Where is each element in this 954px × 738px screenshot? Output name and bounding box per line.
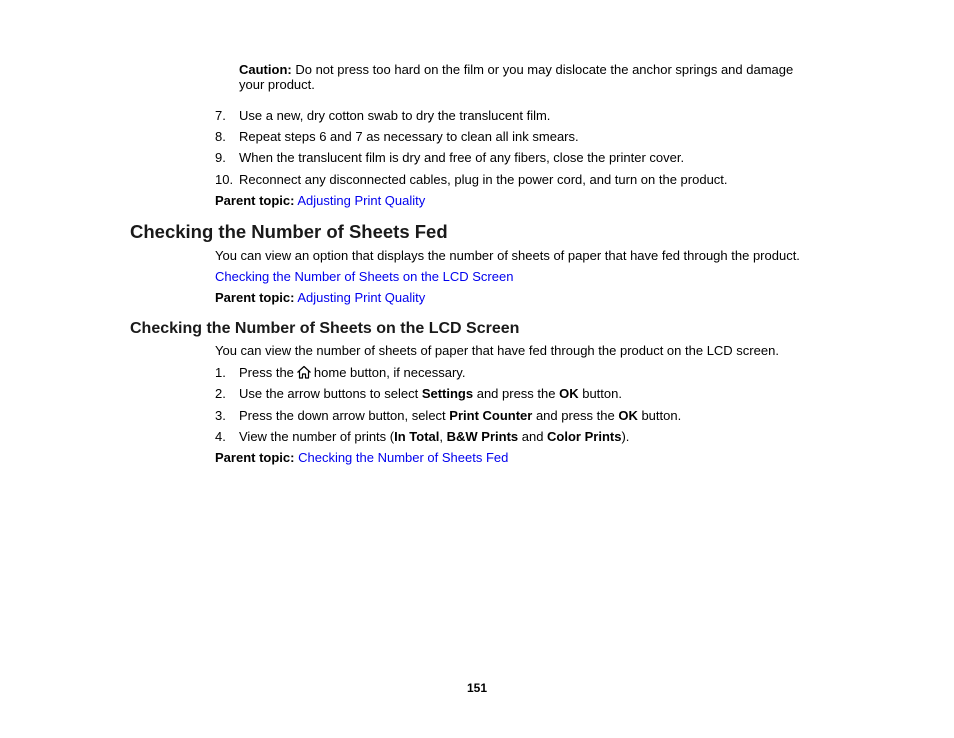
parent-topic-label: Parent topic: bbox=[215, 450, 295, 465]
step-number: 3. bbox=[215, 408, 226, 423]
parent-topic-2 bbox=[215, 290, 425, 305]
adjusting-print-quality-link[interactable]: Adjusting Print Quality bbox=[297, 193, 426, 208]
bw-prints-term: B&W Prints bbox=[446, 429, 519, 444]
step-text: Repeat steps 6 and 7 as necessary to clean all ink smears. bbox=[239, 129, 579, 144]
step-text bbox=[239, 386, 622, 401]
step-text-pre: Press the down arrow button, select bbox=[239, 408, 450, 423]
caution-label: Caution: bbox=[239, 62, 292, 77]
step-text-post: button. bbox=[637, 408, 682, 423]
step-text: Reconnect any disconnected cables, plug in the power cord, and turn on the product. bbox=[239, 172, 728, 187]
step-number: 8. bbox=[215, 129, 226, 144]
step-number: 7. bbox=[215, 108, 226, 123]
home-icon bbox=[296, 365, 312, 379]
step-number: 9. bbox=[215, 150, 226, 165]
parent-topic-label: Parent topic: bbox=[215, 193, 295, 208]
section-heading-sheets-fed: Checking the Number of Sheets Fed bbox=[130, 221, 448, 242]
section1-intro: You can view an option that displays the number of sheets of paper that have fed through the product. bbox=[215, 248, 800, 263]
parent-topic-label: Parent topic: bbox=[215, 290, 295, 305]
section2-intro: You can view the number of sheets of paper that have fed through the product on the LCD screen. bbox=[215, 343, 779, 358]
caution-line-1 bbox=[239, 62, 793, 77]
step-text-mid: and press the bbox=[532, 408, 619, 423]
color-prints-term: Color Prints bbox=[547, 429, 622, 444]
step-number: 1. bbox=[215, 365, 226, 380]
parent-topic-3 bbox=[215, 450, 508, 465]
step-text-pre: Press the bbox=[239, 365, 294, 380]
step-number: 10. bbox=[215, 172, 234, 187]
adjusting-print-quality-link[interactable]: Adjusting Print Quality bbox=[297, 290, 426, 305]
step-text-pre: View the number of prints ( bbox=[239, 429, 395, 444]
page-number: 151 bbox=[466, 681, 488, 695]
step-text bbox=[239, 408, 681, 423]
lcd-screen-topic-link[interactable]: Checking the Number of Sheets on the LCD Screen bbox=[215, 269, 514, 284]
step-text: Use a new, dry cotton swab to dry the translucent film. bbox=[239, 108, 551, 123]
settings-term: Settings bbox=[421, 386, 474, 401]
step-text-post: ). bbox=[621, 429, 630, 444]
step-text-sep: and bbox=[518, 429, 548, 444]
ok-term: OK bbox=[618, 408, 638, 423]
step-text bbox=[239, 429, 629, 444]
parent-topic-1 bbox=[215, 193, 425, 208]
section-heading-lcd-screen: Checking the Number of Sheets on the LCD Screen bbox=[130, 320, 520, 337]
sheets-fed-topic-link[interactable]: Checking the Number of Sheets Fed bbox=[298, 450, 509, 465]
step-number: 2. bbox=[215, 386, 226, 401]
in-total-term: In Total bbox=[394, 429, 440, 444]
step-text-post: button. bbox=[578, 386, 622, 401]
print-counter-term: Print Counter bbox=[449, 408, 533, 423]
step-text-mid: and press the bbox=[473, 386, 560, 401]
step-text-sep: , bbox=[439, 429, 447, 444]
step-text-pre: Use the arrow buttons to select bbox=[239, 386, 422, 401]
step-number: 4. bbox=[215, 429, 226, 444]
step-text bbox=[239, 365, 465, 380]
step-text-post: home button, if necessary. bbox=[313, 365, 466, 380]
caution-text-1: Do not press too hard on the film or you may dislocate the anchor springs and damage bbox=[295, 62, 794, 77]
caution-text-2: your product. bbox=[239, 77, 315, 92]
ok-term: OK bbox=[559, 386, 579, 401]
step-text: When the translucent film is dry and free of any fibers, close the printer cover. bbox=[239, 150, 685, 165]
